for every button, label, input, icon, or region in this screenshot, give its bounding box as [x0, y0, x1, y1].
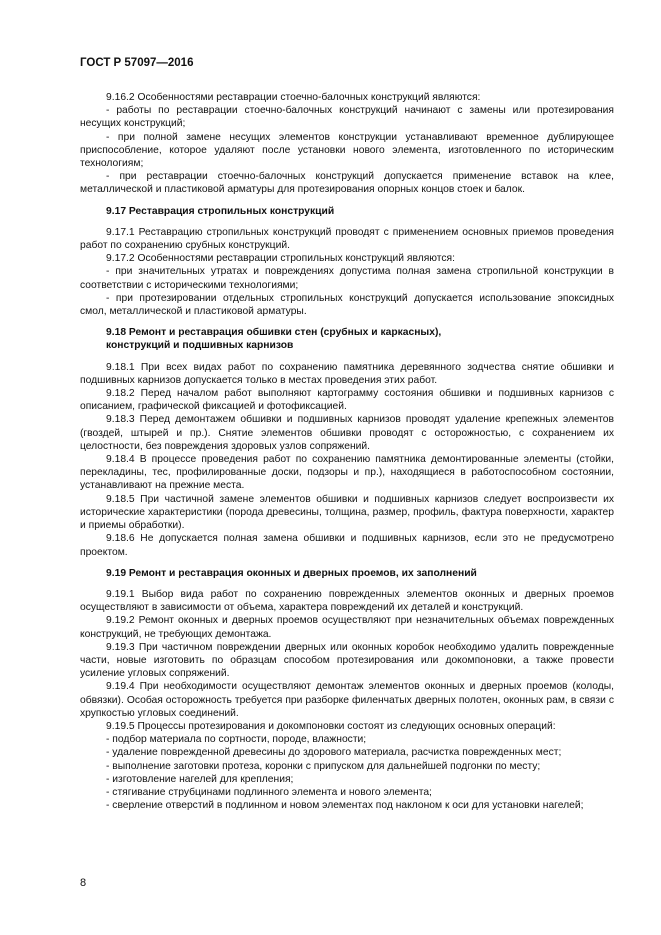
paragraph: 9.19.4 При необходимости осуществляют демонтаж элементов оконных и дверных проемов (колоды, обвязки). Особая осторожность требуется при разборке филенчатых дверных полотен, оконных рам, в связи с хрупкостью угловых соединений. [80, 681, 614, 719]
paragraph: 9.16.2 Особенностями реставрации стоечно-балочных конструкций являются: [106, 92, 481, 103]
list-item: - сверление отверстий в подлинном и новом элементах под наклоном к оси для установки нагелей; [106, 800, 584, 812]
paragraph: 9.18.6 Не допускается полная замена обшивки и подшивных карнизов, если это не предусмотрено проектом. [80, 533, 614, 558]
list-item: - выполнение заготовки протеза, коронки с припуском для дальнейшей подгонки по месту; [106, 760, 541, 772]
section-heading-line2: конструкций и подшивных карнизов [106, 340, 294, 352]
paragraph: 9.18.1 При всех видах работ по сохранению памятника деревянного зодчества снятие обшивки и подшивных карнизов допускается только в местах проведения этих работ. [80, 361, 614, 386]
paragraph: - при значительных утратах и повреждениях допустима полная замена стропильной конструкции в соответствии с историческими технологиями; [80, 266, 614, 291]
paragraph: 9.19.5 Процессы протезирования и докомпоновки состоят из следующих основных операций: [106, 720, 556, 732]
document-body [80, 91, 614, 812]
paragraph: 9.18.5 При частичной замене элементов обшивки и подшивных карнизов следует воспроизвести их исторические характеристики (порода древесины, толщина, размер, профиль, фактура поверхности, характер и приемы обработки). [80, 493, 614, 532]
list-item: - удаление поврежденной древесины до здорового материала, расчистка поврежденных мест; [106, 747, 562, 759]
list-item: - стягивание струбцинами подлинного элемента и нового элемента; [106, 786, 432, 798]
document-header: ГОСТ Р 57097—2016 [80, 57, 194, 69]
section-heading: 9.17 Реставрация стропильных конструкций [106, 205, 335, 217]
paragraph: 9.18.2 Перед началом работ выполняют картограмму состояния обшивки и подшивных карнизов с описанием, графической фиксацией и фотофиксацией. [80, 388, 614, 413]
paragraph: - при протезировании отдельных стропильных конструкций допускается использование эпоксидных смол, металлической и пластиковой арматуры. [80, 292, 614, 318]
paragraph: 9.18.4 В процессе проведения работ по сохранению памятника демонтированные элементы (стойки, перекладины, тес, профилированные доски, подзоры и пр.), находящиеся в работоспособном состоянии, устанавливают на прежние места. [80, 454, 614, 492]
section-heading-line1: 9.18 Ремонт и реставрация обшивки стен (срубных и каркасных), [106, 327, 442, 339]
list-item: - изготовление нагелей для крепления; [106, 773, 294, 785]
paragraph: - при реставрации стоечно-балочных конструкций допускается применение вставок на клее, металлической и пластиковой арматуры для протезирования опорных концов стоек и балок. [80, 171, 614, 196]
list-item: - подбор материала по сортности, породе, влажности; [106, 734, 367, 746]
page-number: 8 [80, 877, 87, 889]
section-heading [80, 326, 614, 352]
paragraph: 9.19.1 Выбор вида работ по сохранению поврежденных элементов оконных и дверных проемов осуществляют в зависимости от объема, характера повреждений их деталей и конструкций. [80, 588, 614, 614]
paragraph: - работы по реставрации стоечно-балочных конструкций начинают с замены или протезирования несущих конструкций; [80, 105, 614, 130]
section-heading: 9.19 Ремонт и реставрация оконных и дверных проемов, их заполнений [106, 567, 477, 579]
paragraph: - при полной замене несущих элементов конструкции устанавливают временное дублирующее приспособление, которое удаляют после установки нового элемента, изготовленного по историческим технологиям; [80, 131, 614, 170]
paragraph: 9.17.2 Особенностями реставрации стропильных конструкций являются: [106, 253, 455, 265]
paragraph: 9.18.3 Перед демонтажем обшивки и подшивных карнизов проводят удаление крепежных элементов (гвоздей, штырей и пр.). Снятие элементов обшивки проводят с осторожностью, с сохранением их целостности, без повреждения здоровых узлов сопряжений. [80, 414, 614, 452]
paragraph: 9.19.3 При частичном повреждении дверных или оконных коробок необходимо удалить поврежденные части, новые изготовить по образцам способом протезирования или докомпоновки, а также провести усиление угловых сопряжений. [80, 641, 614, 680]
paragraph: 9.19.2 Ремонт оконных и дверных проемов осуществляют при незначительных объемах поврежденных конструкций, не требующих демонтажа. [80, 615, 614, 640]
paragraph: 9.17.1 Реставрацию стропильных конструкций проводят с применением основных приемов проведения работ по сохранению срубных конструкций. [80, 226, 614, 252]
